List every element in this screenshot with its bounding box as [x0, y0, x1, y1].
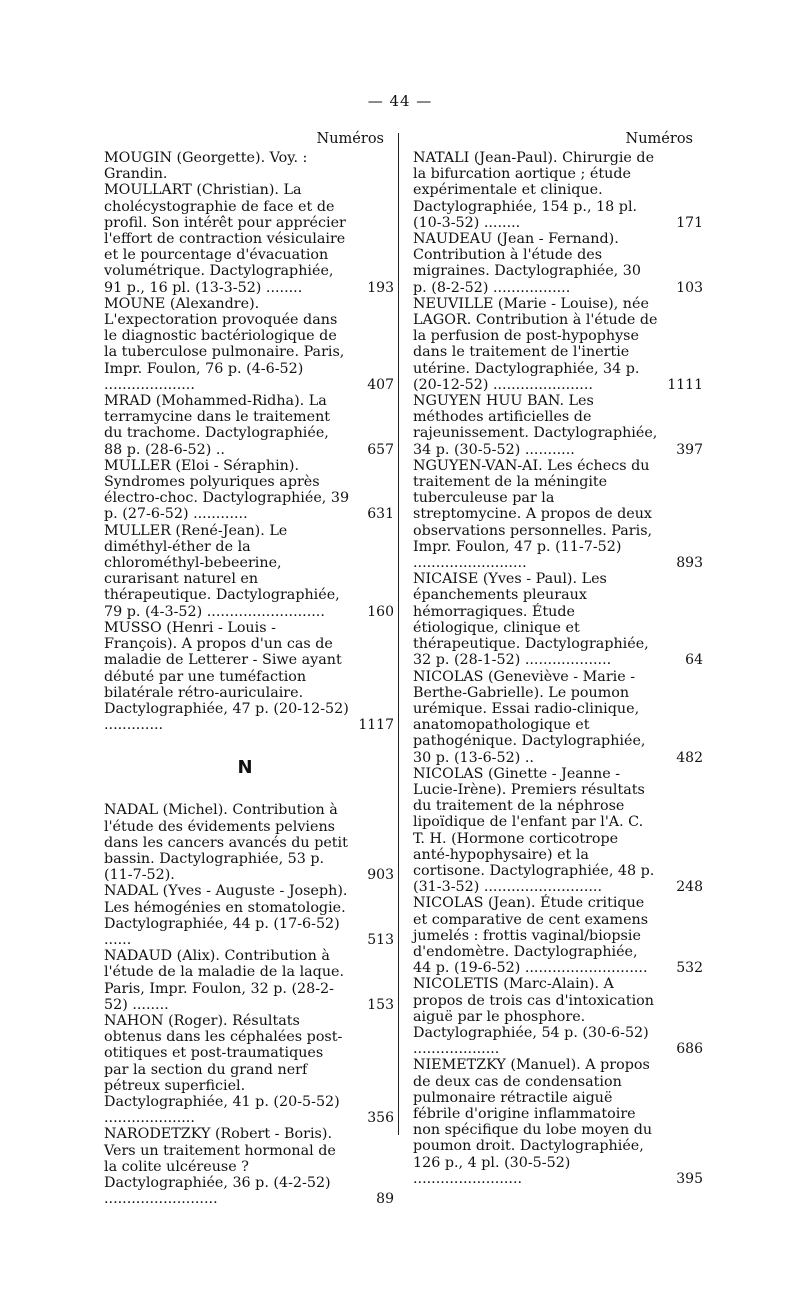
entry-number: 171 — [676, 214, 703, 231]
entry-number: 903 — [367, 867, 394, 884]
entry-number: 686 — [676, 1041, 703, 1058]
entry-number: 397 — [676, 441, 703, 458]
entry-text: MOUNE (Alexandre). L'expectoration provoquée dans le diagnostic bactériologique de la tuberculose pulmonaire. Paris, Impr. Foulon, 76 p. (4-6-52) .................... — [104, 295, 345, 393]
entry-text: NICAISE (Yves - Paul). Les épanchements pleuraux hémorragiques. Étude étiologique, clinique et thérapeutique. Dactylographiée, 32 p. (28-1-52) ................... — [413, 571, 649, 669]
right-column — [413, 128, 703, 1187]
entry-text: NAHON (Roger). Résultats obtenus dans les céphalées post-otitiques et post-traumatiques par la section du grand nerf pétreux superficiel. Dactylographiée, 41 p. (20-5-52) .................... — [104, 1012, 343, 1127]
index-entry — [104, 883, 394, 948]
index-entry — [413, 231, 703, 296]
index-entry — [104, 393, 394, 458]
entry-number: 657 — [367, 441, 394, 458]
index-entry — [104, 457, 394, 523]
entry-number: 64 — [685, 652, 703, 669]
entry-text: NICOLAS (Ginette - Jeanne - Lucie-Irène). Premiers résultats du traitement de la néphrose lipoïdique de l'enfant par l'A. C. T. H. (Hormone corticotrope anté-hypophysaire) et la cortisone. Dactylographiée, 48 p. (31-3-52) .......................... — [413, 765, 655, 896]
entry-number: 893 — [676, 555, 703, 572]
index-entry — [413, 457, 703, 572]
entry-text: NICOLAS (Geneviève - Marie - Berthe-Gabrielle). Le poumon urémique. Essai radio-clinique, anatomopathologique et pathogénique. Dactylographiée, 30 p. (13-6-52) .. — [413, 668, 646, 766]
index-entry — [104, 619, 394, 734]
entry-text: NGUYEN HUU BAN. Les méthodes artificielles de rajeunissement. Dactylographiée, 34 p. (30-5-52) ........... — [413, 393, 658, 458]
entry-text: NAUDEAU (Jean - Fernand). Contribution à l'étude des migraines. Dactylographiée, 30 p. (8-2-52) ................. — [413, 231, 641, 296]
entry-text: MUSSO (Henri - Louis - François). A propos d'un cas de maladie de Letterer - Siwe ayant débuté par une tuméfaction bilatérale rétro-auriculaire. Dactylographiée, 47 p. (20-12-52) ............. — [104, 619, 349, 734]
entry-number: 153 — [367, 996, 394, 1013]
left-column — [104, 128, 394, 1208]
entry-number: 395 — [676, 1170, 703, 1187]
index-entry — [413, 571, 703, 669]
column-divider — [398, 133, 399, 1135]
right-entries — [413, 150, 703, 1187]
entry-number: 407 — [367, 376, 394, 393]
index-entry — [104, 1126, 394, 1208]
entry-number: 89 — [376, 1191, 394, 1208]
entry-text: NATALI (Jean-Paul). Chirurgie de la bifurcation aortique ; étude expérimentale et clinique. Dactylographiée, 154 p., 18 pl. (10-3-52) ........ — [413, 150, 655, 231]
entry-number: 1117 — [358, 717, 394, 734]
entry-text: MULLER (René-Jean). Le diméthyl-éther de la chlorométhyl-bebeerine, curarisant naturel en thérapeutique. Dactylographiée, 79 p. (4-3-52) .......................... — [104, 522, 340, 620]
column-header-left: Numéros — [316, 131, 384, 147]
index-entry — [413, 765, 703, 896]
entry-text: NARODETZKY (Robert - Boris). Vers un traitement hormonal de la colite ulcéreuse ? Dactylographiée, 36 p. (4-2-52) ......................... — [104, 1126, 336, 1208]
entry-number: 103 — [676, 279, 703, 296]
index-entry — [104, 150, 386, 182]
entry-text: NEUVILLE (Marie - Louise), née LAGOR. Contribution à l'étude de la perfusion de post-hypophyse dans le traitement de l'inertie utérine. Dactylographiée, 34 p. (20-12-52) ...................... — [413, 295, 658, 393]
entry-text: MULLER (Eloi - Séraphin). Syndromes polyuriques après électro-choc. Dactylographiée, 39 p. (27-6-52) ............ — [104, 457, 350, 523]
column-header-right: Numéros — [625, 131, 693, 147]
index-entry — [104, 948, 394, 1013]
section-letter: N — [237, 757, 253, 779]
entry-text: NADAL (Yves - Auguste - Joseph). Les hémogénies en stomatologie. Dactylographiée, 44 p. (17-6-52) ...... — [104, 883, 348, 948]
entry-number: 513 — [367, 931, 394, 948]
index-entry — [413, 1057, 703, 1187]
entry-number: 193 — [367, 279, 394, 296]
entry-text: MOUGIN (Georgette). Voy. : Grandin. — [104, 150, 308, 183]
entry-text: NICOLAS (Jean). Étude critique et comparative de cent examens jumelés : frottis vaginal/biopsie d'endomètre. Dactylographiée, 44 p. (19-6-52) ........................... — [413, 895, 649, 977]
entry-number: 248 — [676, 879, 703, 896]
left-entries-a — [104, 150, 394, 734]
entry-number: 356 — [367, 1110, 394, 1127]
index-entry — [413, 393, 703, 458]
left-entries-b — [104, 802, 394, 1208]
entry-text: NADAUD (Alix). Contribution à l'étude de la maladie de la laque. Paris, Impr. Foulon, 32 p. (28-2-52) ........ — [104, 948, 345, 1013]
entry-text: MOULLART (Christian). La cholécystographie de face et de profil. Son intérêt pour apprécier l'effort de contraction vésiculaire et le pourcentage d'évacuation volumétrique. Dactylographiée, 91 p., 16 pl. (13-3-52) ........ — [104, 182, 346, 296]
entry-text: NADAL (Michel). Contribution à l'étude des évidements pelviens dans les cancers avancés du petit bassin. Dactylographiée, 53 p. (11-7-52). — [104, 802, 348, 884]
index-entry — [104, 522, 394, 620]
entry-number: 631 — [367, 506, 394, 523]
entry-text: NGUYEN-VAN-AI. Les échecs du traitement de la méningite tuberculeuse par la streptomycine. A propos de deux observations personnelles. Paris, Impr. Foulon, 47 p. (11-7-52) ......................... — [413, 457, 653, 572]
index-entry — [413, 295, 703, 393]
entry-number: 532 — [676, 960, 703, 977]
index-entry — [104, 182, 394, 296]
index-entry — [413, 895, 703, 977]
page-number: — 44 — — [367, 92, 433, 110]
entry-text: MRAD (Mohammed-Ridha). La terramycine dans le traitement du trachome. Dactylographiée, 88 p. (28-6-52) .. — [104, 393, 331, 458]
index-entry — [413, 668, 703, 766]
entry-number: 1111 — [667, 376, 703, 393]
entry-number: 482 — [676, 749, 703, 766]
entry-text: NIEMETZKY (Manuel). A propos de deux cas de condensation pulmonaire rétractile aiguë fébrile d'origine inflammatoire non spécifique du lobe moyen du poumon droit. Dactylographiée, 126 p., 4 pl. (30-5-52) ........................ — [413, 1057, 653, 1187]
index-entry — [413, 150, 703, 231]
index-entry — [104, 295, 394, 393]
index-entry — [104, 1012, 394, 1127]
entry-text: NICOLETIS (Marc-Alain). A propos de trois cas d'intoxication aiguë par le phosphore. Dactylographiée, 54 p. (30-6-52) ................... — [413, 976, 654, 1058]
entry-number: 160 — [367, 603, 394, 620]
index-entry — [104, 802, 394, 884]
index-entry — [413, 976, 703, 1058]
